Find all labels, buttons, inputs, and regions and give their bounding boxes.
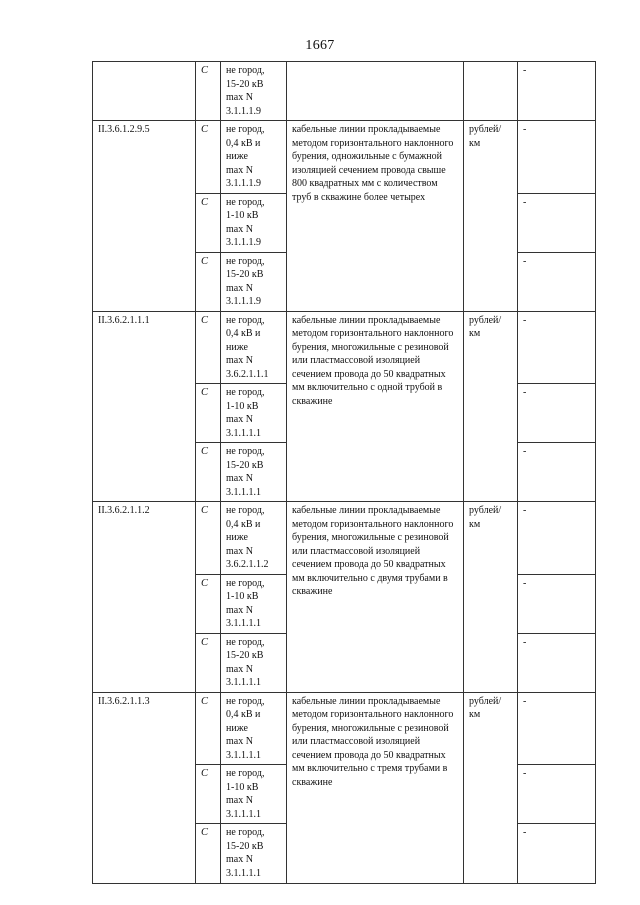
table-row: [93, 121, 596, 194]
tariff-table: [92, 61, 596, 884]
category-cell: С: [196, 574, 221, 633]
unit-cell: рублей/ км: [464, 311, 518, 502]
description-cell: кабельные линии прокладываемые методом горизонтального наклонного бурения, многожильные с резиновой или пластмассовой изоляцией сечением провода до 50 квадратных мм включительно с двумя трубами в скважине: [287, 502, 464, 693]
condition-cell: не город, 1-10 кВ max N 3.1.1.1.1: [221, 384, 287, 443]
condition-cell: не город, 0,4 кВ и ниже max N 3.1.1.1.9: [221, 121, 287, 194]
description-cell: кабельные линии прокладываемые методом горизонтального наклонного бурения, одножильные с бумажной изоляцией сечением провода свыше 800 квадратных мм с количеством труб в скважине более четырех: [287, 121, 464, 312]
unit-cell: рублей/ км: [464, 692, 518, 884]
item-code: [93, 62, 196, 121]
category-cell: С: [196, 765, 221, 824]
value-cell: -: [518, 62, 596, 121]
value-cell: -: [518, 311, 596, 384]
condition-cell: не город, 0,4 кВ и ниже max N 3.1.1.1.1: [221, 692, 287, 765]
unit-cell: [464, 62, 518, 121]
category-cell: С: [196, 62, 221, 121]
item-code: II.3.6.1.2.9.5: [93, 121, 196, 312]
value-cell: -: [518, 765, 596, 824]
description-cell: кабельные линии прокладываемые методом горизонтального наклонного бурения, многожильные с резиновой или пластмассовой изоляцией сечением провода до 50 квадратных мм включительно с тремя трубами в скважине: [287, 692, 464, 884]
value-cell: -: [518, 574, 596, 633]
item-code: II.3.6.2.1.1.1: [93, 311, 196, 502]
condition-cell: не город, 15-20 кВ max N 3.1.1.1.1: [221, 443, 287, 502]
value-cell: -: [518, 824, 596, 884]
category-cell: С: [196, 384, 221, 443]
value-cell: -: [518, 443, 596, 502]
condition-cell: не город, 1-10 кВ max N 3.1.1.1.1: [221, 765, 287, 824]
unit-cell: рублей/ км: [464, 121, 518, 312]
table-row: [93, 502, 596, 575]
value-cell: -: [518, 692, 596, 765]
value-cell: -: [518, 384, 596, 443]
condition-cell: не город, 15-20 кВ max N 3.1.1.1.1: [221, 633, 287, 692]
category-cell: С: [196, 121, 221, 194]
condition-cell: не город, 0,4 кВ и ниже max N 3.6.2.1.1.2: [221, 502, 287, 575]
table-row: [93, 692, 596, 765]
description-cell: кабельные линии прокладываемые методом горизонтального наклонного бурения, многожильные с резиновой или пластмассовой изоляцией сечением провода до 50 квадратных мм включительно с одной трубой в скважине: [287, 311, 464, 502]
category-cell: С: [196, 252, 221, 311]
category-cell: С: [196, 633, 221, 692]
value-cell: -: [518, 121, 596, 194]
category-cell: С: [196, 193, 221, 252]
condition-cell: не город, 1-10 кВ max N 3.1.1.1.9: [221, 193, 287, 252]
value-cell: -: [518, 633, 596, 692]
category-cell: С: [196, 824, 221, 884]
condition-cell: не город, 0,4 кВ и ниже max N 3.6.2.1.1.1: [221, 311, 287, 384]
unit-cell: рублей/ км: [464, 502, 518, 693]
category-cell: С: [196, 692, 221, 765]
category-cell: С: [196, 502, 221, 575]
condition-cell: не город, 15-20 кВ max N 3.1.1.1.1: [221, 824, 287, 884]
condition-cell: не город, 15-20 кВ max N 3.1.1.1.9: [221, 62, 287, 121]
table-row: [93, 311, 596, 384]
category-cell: С: [196, 311, 221, 384]
value-cell: -: [518, 252, 596, 311]
condition-cell: не город, 15-20 кВ max N 3.1.1.1.9: [221, 252, 287, 311]
category-cell: С: [196, 443, 221, 502]
item-code: II.3.6.2.1.1.3: [93, 692, 196, 884]
page-number: 1667: [305, 38, 335, 53]
value-cell: -: [518, 193, 596, 252]
table-row: [93, 62, 596, 121]
condition-cell: не город, 1-10 кВ max N 3.1.1.1.1: [221, 574, 287, 633]
value-cell: -: [518, 502, 596, 575]
item-code: II.3.6.2.1.1.2: [93, 502, 196, 693]
description-cell: [287, 62, 464, 121]
